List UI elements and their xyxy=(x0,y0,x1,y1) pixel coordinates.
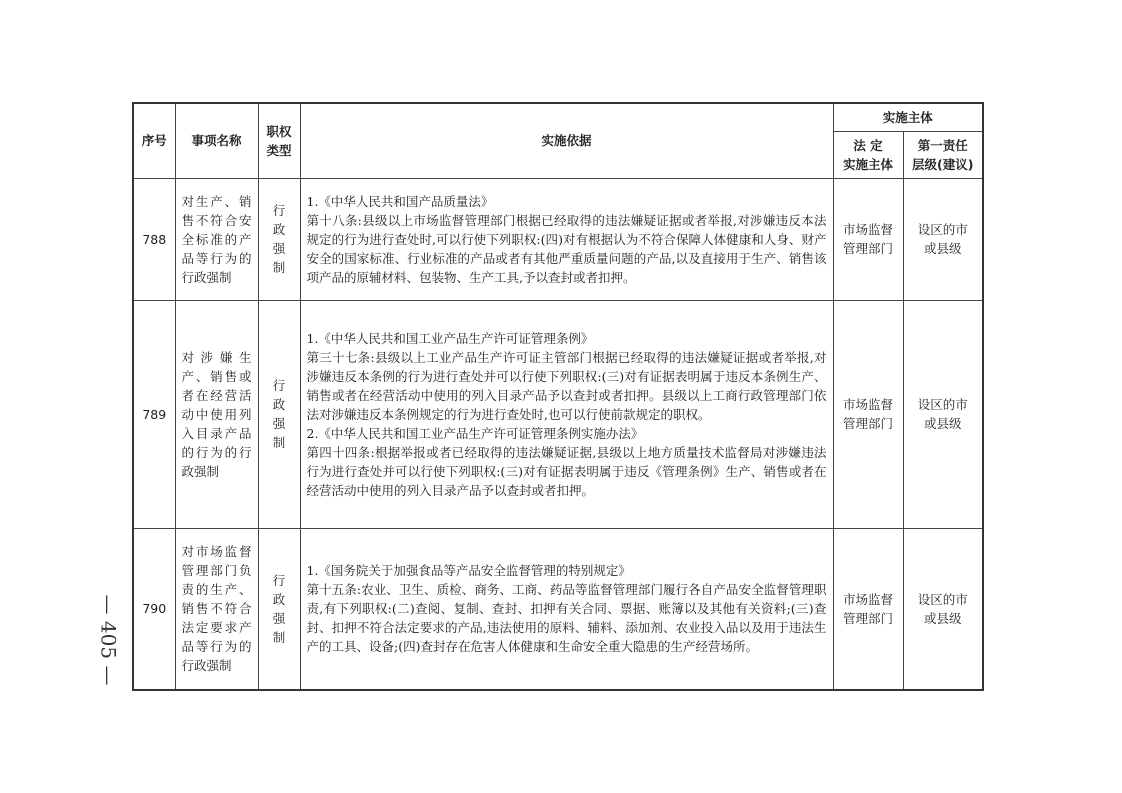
row-seq: 788 xyxy=(133,178,175,300)
table-row xyxy=(133,528,983,690)
header-name: 事项名称 xyxy=(175,103,258,178)
row-seq: 789 xyxy=(133,300,175,528)
row-name: 对市场监督管理部门负责的生产、销售不符合法定要求产品等行为的行政强制 xyxy=(175,528,258,690)
row-level: 设区的市或县级 xyxy=(903,528,983,690)
row-basis: 1.《中华人民共和国产品质量法》 第十八条:县级以上市场监督管理部门根据已经取得的违法嫌疑证据或者举报,对涉嫌违反本法规定的行为进行查处时,可以行使下列职权:(四)对有根据认为不符合保障人体健康和人身、财产安全的国家标准、行业标准的产品或者有其他严重质量问题的产品,以及直接用于生产、销售该项产品的原辅材料、包装物、生产工具,予以查封或者扣押。 xyxy=(300,178,833,300)
row-name: 对生产、销售不符合安全标准的产品等行为的行政强制 xyxy=(175,178,258,300)
page-number: — 405 — xyxy=(96,594,121,686)
row-type: 行政强制 xyxy=(258,178,300,300)
header-basis: 实施依据 xyxy=(300,103,833,178)
row-basis: 1.《国务院关于加强食品等产品安全监督管理的特别规定》 第十五条:农业、卫生、质检、商务、工商、药品等监督管理部门履行各自产品安全监督管理职责,有下列职权:(二)查阅、复制、查封、扣押有关合同、票据、账簿以及其他有关资料;(三)查封、扣押不符合法定要求的产品,违法使用的原料、辅料、添加剂、农业投入品以及用于违法生产的工具、设备;(四)查封存在危害人体健康和生命安全重大隐患的生产经营场所。 xyxy=(300,528,833,690)
row-level: 设区的市或县级 xyxy=(903,300,983,528)
header-subject-legal: 法 定 实施主体 xyxy=(833,131,903,178)
row-level: 设区的市或县级 xyxy=(903,178,983,300)
row-subject: 市场监督管理部门 xyxy=(833,528,903,690)
header-type: 职权类型 xyxy=(258,103,300,178)
row-subject: 市场监督管理部门 xyxy=(833,178,903,300)
row-subject: 市场监督管理部门 xyxy=(833,300,903,528)
header-subject-group: 实施主体 xyxy=(833,103,983,131)
row-type: 行政强制 xyxy=(258,300,300,528)
header-seq: 序号 xyxy=(133,103,175,178)
table-row xyxy=(133,300,983,528)
row-seq: 790 xyxy=(133,528,175,690)
row-basis: 1.《中华人民共和国工业产品生产许可证管理条例》 第三十七条:县级以上工业产品生产许可证主管部门根据已经取得的违法嫌疑证据或者举报,对涉嫌违反本条例的行为进行查处并可以行使下列职权:(三)对有证据表明属于违反本条例生产、销售或者在经营活动中使用的列入目录产品予以查封或者扣押。县级以上工商行政管理部门依法对涉嫌违反本条例规定的行为进行查处时,也可以行使前款规定的职权。 2.《中华人民共和国工业产品生产许可证管理条例实施办法》 第四十四条:根据举报或者已经取得的违法嫌疑证据,县级以上地方质量技术监督局对涉嫌违法行为进行查处并可以行使下列职权:(三)对有证据表明属于违反《管理条例》生产、销售或者在经营活动中使用的列入目录产品予以查封或者扣押。 xyxy=(300,300,833,528)
table-row xyxy=(133,178,983,300)
enforcement-table xyxy=(132,102,984,691)
row-name: 对涉嫌生产、销售或者在经营活动中使用列入目录产品的行为的行政强制 xyxy=(175,300,258,528)
header-subject-level: 第一责任 层级(建议) xyxy=(903,131,983,178)
row-type: 行政强制 xyxy=(258,528,300,690)
